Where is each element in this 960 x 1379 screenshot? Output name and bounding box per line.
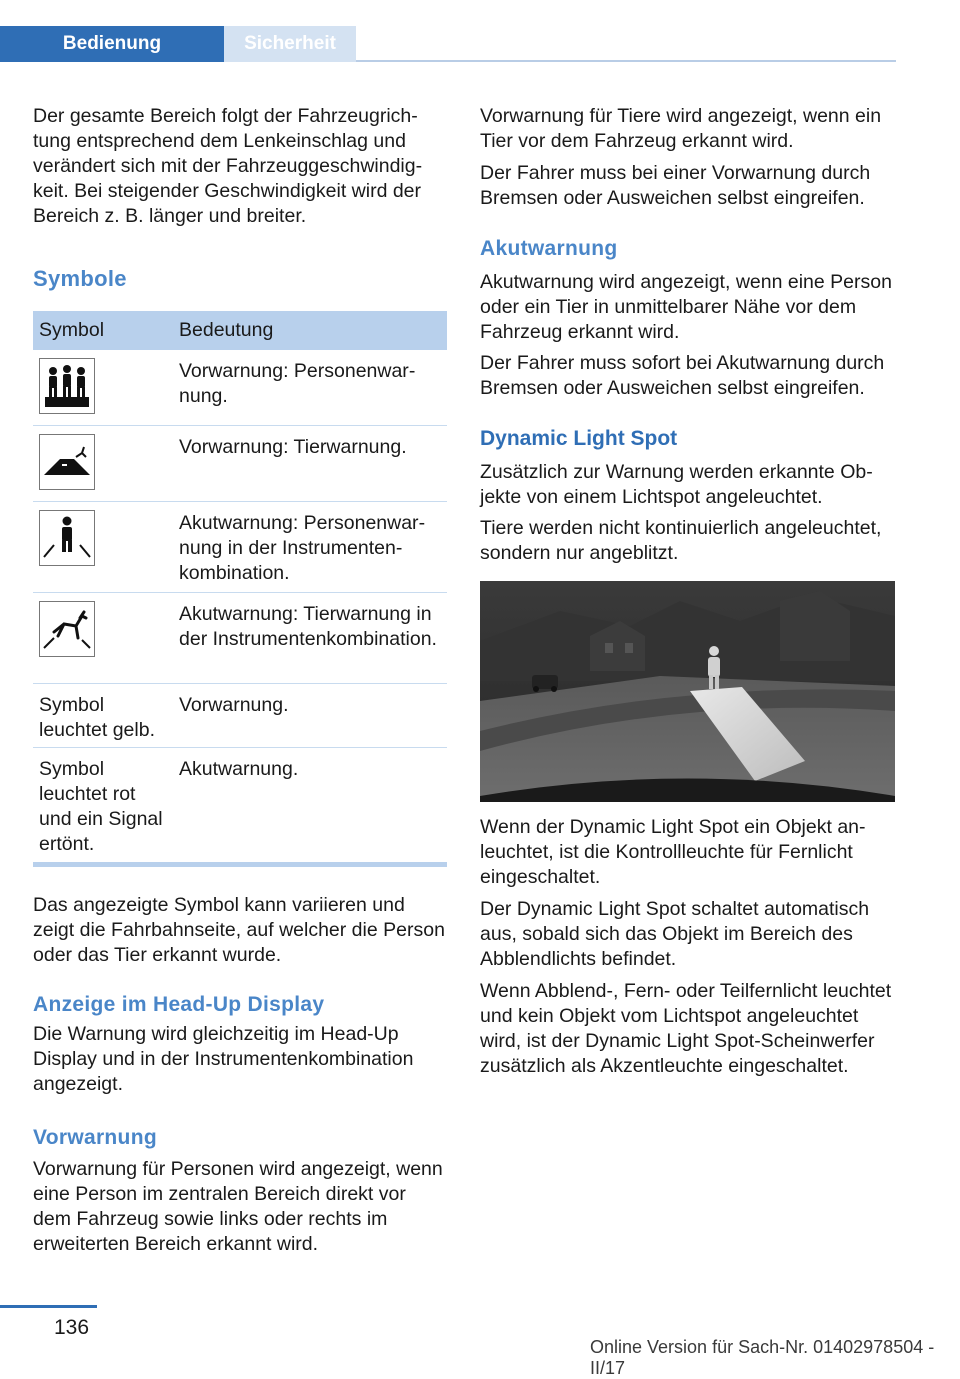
row-meaning: Vorwarnung: Personenwarnung. — [179, 360, 416, 407]
akutwarnung-driver-paragraph: Der Fahrer muss sofort bei Akutwarnung durch Bremsen oder Ausweichen selbst eingreifen. — [480, 352, 885, 399]
symbols-heading: Symbole — [33, 266, 127, 291]
page-number-rule — [0, 1305, 97, 1308]
dynamic-light-spot-photo — [480, 581, 895, 802]
dynamic-light-spot-heading: Dynamic Light Spot — [480, 427, 678, 450]
row-meaning: Akutwarnung: Personenwarnung in der Instrumentenkombination. — [179, 512, 426, 584]
header-tabbar — [0, 26, 896, 62]
intro-paragraph: Der gesamte Bereich folgt der Fahrzeugrichtung entsprechend dem Lenkeinschlag und verändert sich mit der Fahrzeuggeschwindigkeit. Bei steigender Geschwindigkeit wird der Bereich z. B. länger und breiter. — [33, 105, 423, 227]
table-header — [33, 311, 447, 350]
row-meaning: Akutwarnung: Tierwarnung in der Instrumentenkombination. — [179, 603, 437, 650]
table-row — [33, 684, 447, 748]
after-photo-paragraph-2: Der Dynamic Light Spot schaltet automatisch aus, sobald sich das Objekt im Bereich des Abblendlichts befindet. — [480, 898, 870, 970]
table-header-symbol: Symbol — [39, 319, 105, 341]
after-photo-paragraph-1: Wenn der Dynamic Light Spot ein Objekt anleuchtet, ist die Kontrollleuchte für Fernlicht eingeschaltet. — [480, 816, 866, 888]
driver-intervene-paragraph: Der Fahrer muss bei einer Vorwarnung durch Bremsen oder Ausweichen selbst eingreifen. — [480, 162, 871, 209]
table-row — [33, 748, 447, 862]
row-symbol-text: Symbol leuchtet rot und ein Signal ertönt. — [39, 758, 163, 855]
after-table-paragraph: Das angezeigte Symbol kann variieren und zeigt die Fahrbahnseite, auf welcher die Person oder das Tier erkannt wurde. — [33, 894, 445, 966]
table-header-bedeutung: Bedeutung — [179, 319, 274, 341]
hud-heading: Anzeige im Head-Up Display — [33, 993, 325, 1016]
table-row — [33, 426, 447, 502]
table-row — [33, 593, 447, 684]
animal-prewarning-paragraph: Vorwarnung für Tiere wird angezeigt, wenn ein Tier vor dem Fahrzeug erkannt wird. — [480, 105, 882, 152]
page-number: 136 — [54, 1316, 90, 1339]
pedestrian-alert-icon — [39, 510, 95, 566]
akutwarnung-paragraph: Akutwarnung wird angezeigt, wenn eine Person oder ein Tier in unmittelbarer Nähe vor dem Fahrzeug erkannt wird. — [480, 271, 892, 343]
row-meaning: Akutwarnung. — [179, 758, 299, 780]
table-row — [33, 502, 447, 593]
vorwarnung-heading: Vorwarnung — [33, 1126, 157, 1149]
akutwarnung-heading: Akutwarnung — [480, 237, 618, 260]
deer-alert-icon — [39, 601, 95, 657]
online-version-footer: Online Version für Sach-Nr. 01402978504 - II/17 — [590, 1337, 935, 1378]
after-photo-paragraph-3: Wenn Abblend-, Fern- oder Teilfernlicht leuchtet und kein Objekt vom Lichtspot angeleuchtet wird, ist der Dynamic Light Spot-Scheinwerfer zusätzlich als Akzentleuchte eingeschaltet. — [480, 980, 892, 1077]
row-symbol-text: Symbol leuchtet gelb. — [39, 694, 156, 741]
table-bottom-rule — [33, 862, 447, 867]
row-meaning: Vorwarnung: Tierwarnung. — [179, 436, 407, 458]
symbol-table — [33, 311, 447, 867]
tab-sicherheit[interactable]: Sicherheit — [224, 26, 356, 62]
dls-paragraph-1: Zusätzlich zur Warnung werden erkannte Objekte von einem Lichtspot angeleuchtet. — [480, 461, 873, 508]
hud-paragraph: Die Warnung wird gleichzeitig im Head-Up Display und in der Instrumentenkombination angezeigt. — [33, 1023, 414, 1095]
row-meaning: Vorwarnung. — [179, 694, 289, 716]
animal-road-icon — [39, 434, 95, 490]
tab-bedienung[interactable]: Bedienung — [0, 26, 224, 62]
dls-paragraph-2: Tiere werden nicht kontinuierlich angeleuchtet, sondern nur angeblitzt. — [480, 517, 882, 564]
pedestrian-group-icon — [39, 358, 95, 414]
table-row — [33, 350, 447, 426]
vorwarnung-paragraph: Vorwarnung für Personen wird angezeigt, wenn eine Person im zentralen Bereich direkt vor dem Fahrzeug sowie links oder rechts im erweiterten Bereich erkannt wird. — [33, 1158, 443, 1255]
